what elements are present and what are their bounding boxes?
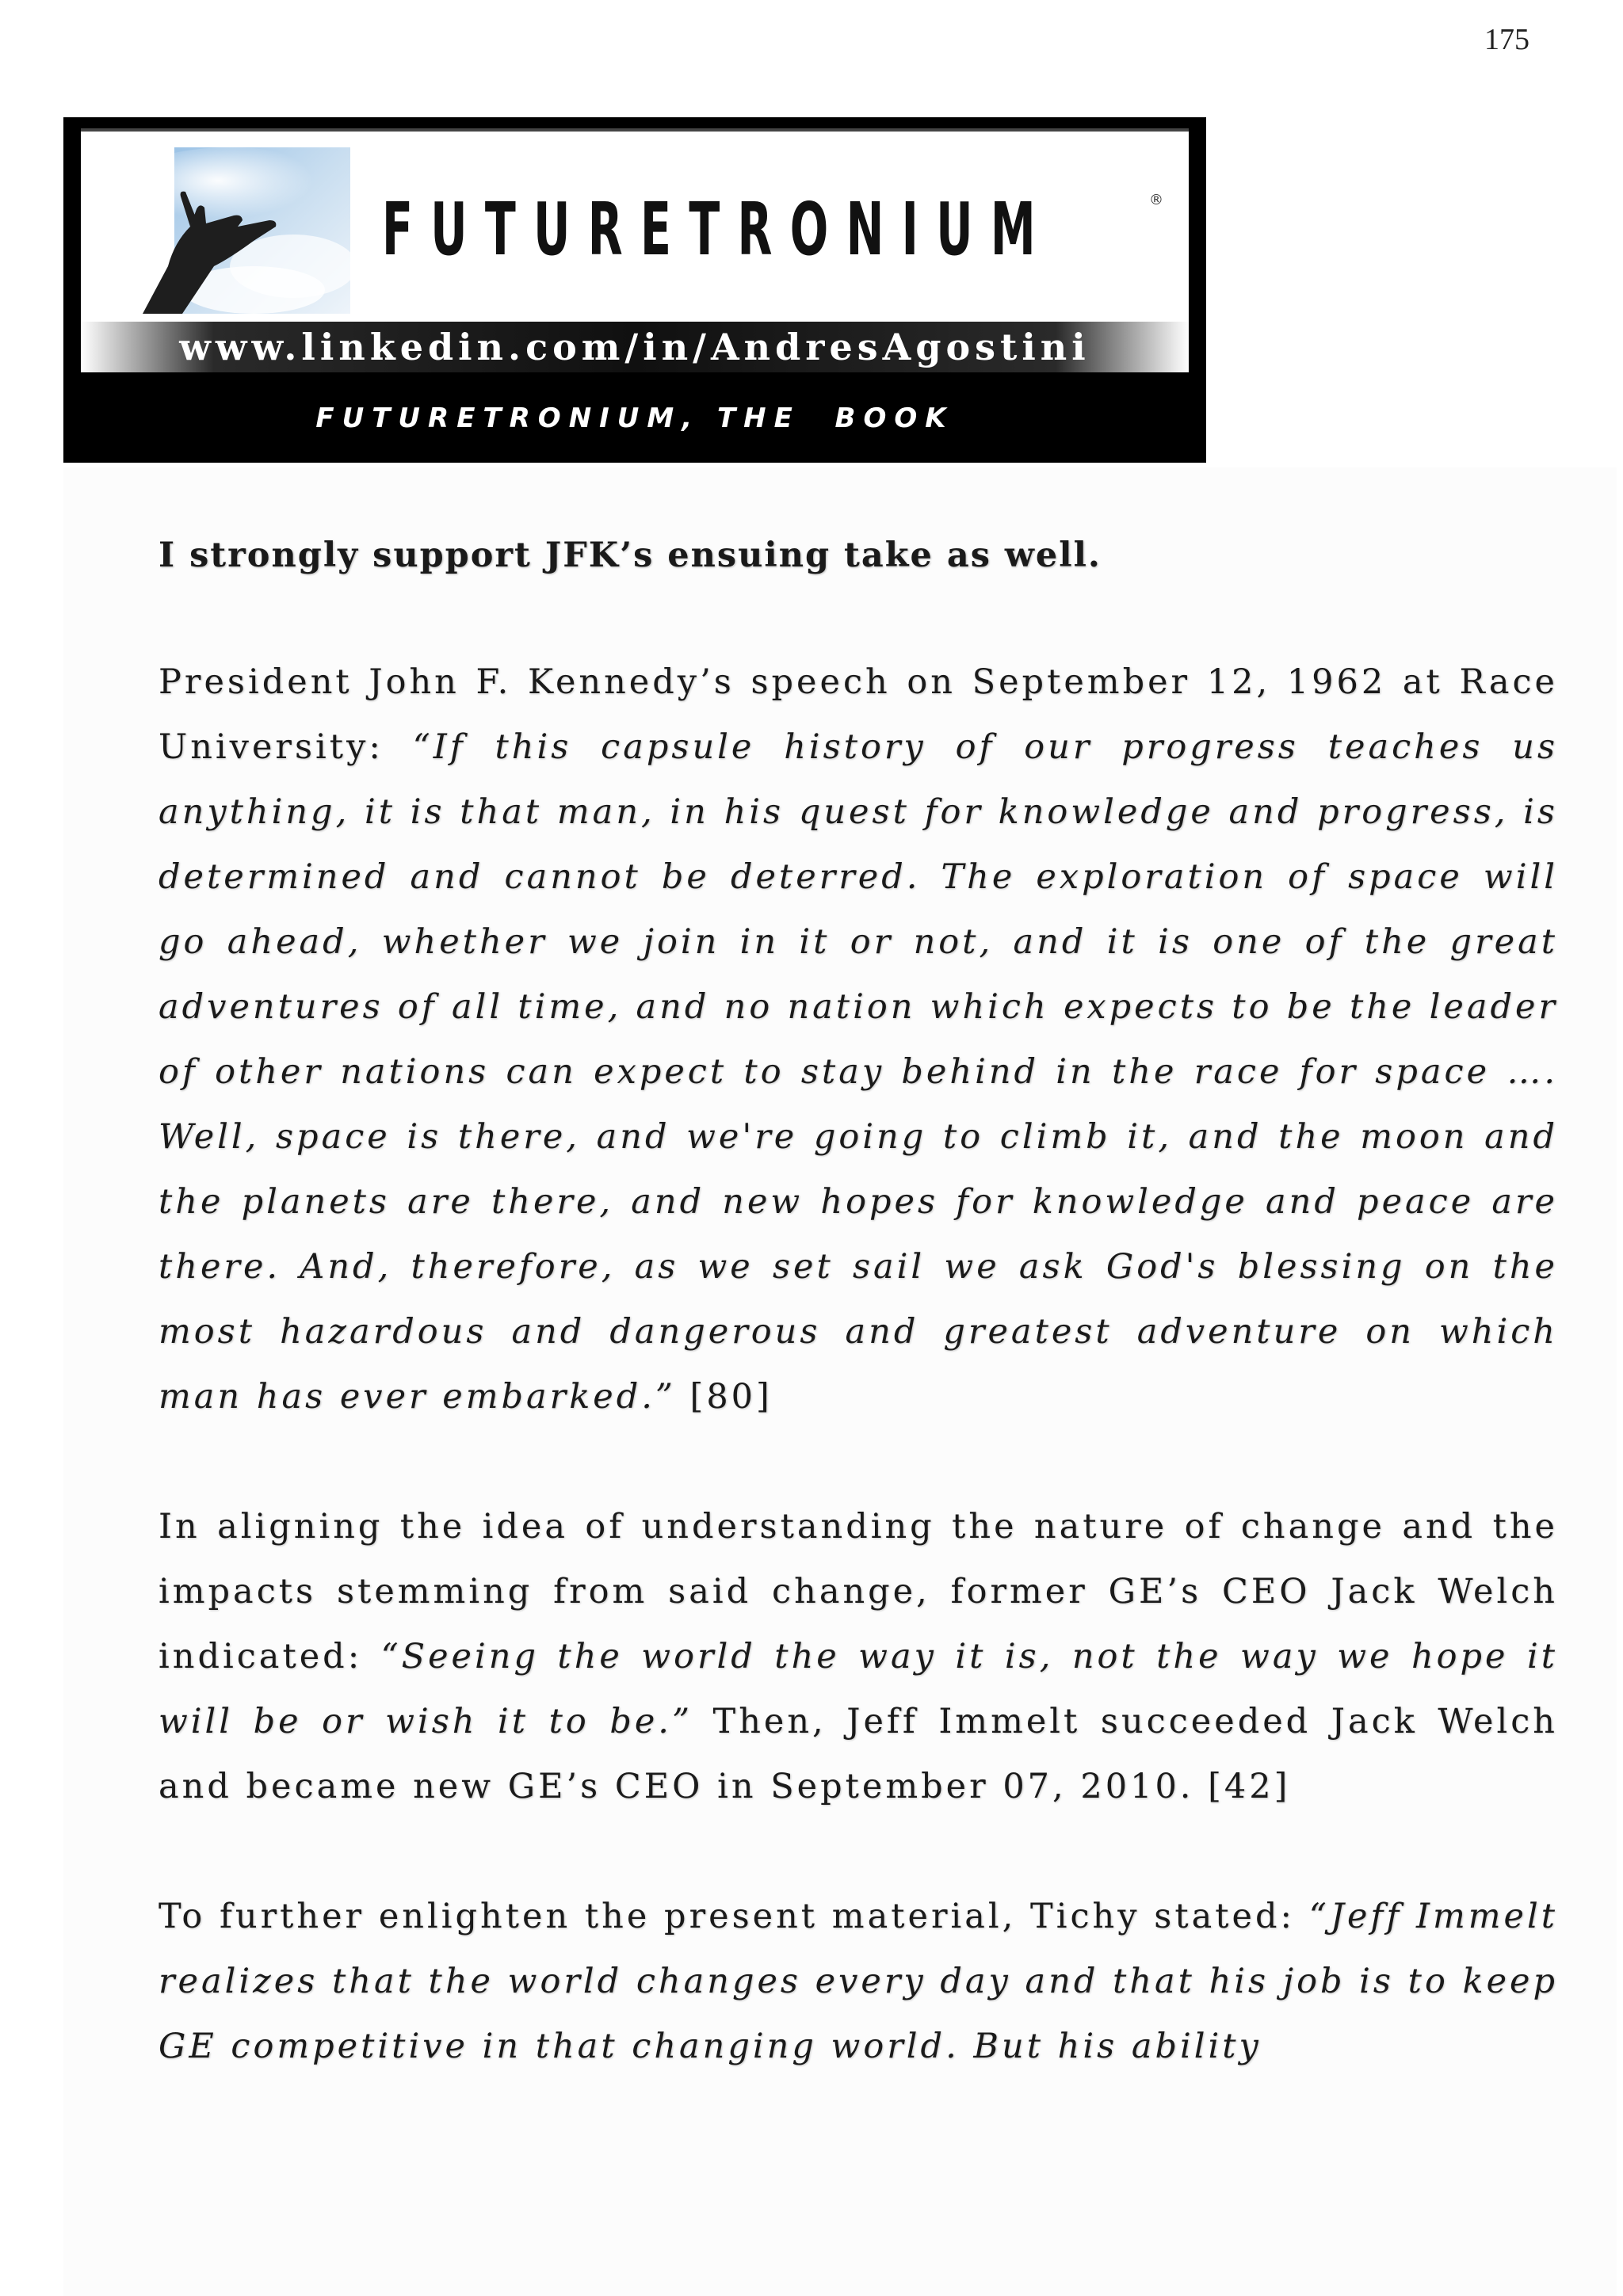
- paragraph-text: To further enlighten the present material, Tichy stated:: [158, 1897, 1309, 1936]
- banner-title: FUTURETRONIUM: [382, 187, 1053, 272]
- paragraph-text: Then, Jeff Immelt succeeded Jack Welch and became new GE’s CEO in September 07, 2010. [42]: [158, 1702, 1558, 1806]
- banner-url-bar: [81, 322, 1189, 372]
- banner-url: www.linkedin.com/in/AndresAgostini: [179, 326, 1090, 368]
- paragraph-tichy: [158, 1884, 1558, 2079]
- paragraph-text: In aligning the idea of understanding the nature of change and the impacts stemming from said change, former GE’s CEO Jack Welch indicated:: [158, 1507, 1558, 1676]
- welch-quote: “Seeing the world the way it is, not the way we hope it will be or wish it to be.”: [158, 1637, 1559, 1741]
- futuretronium-banner: [63, 117, 1206, 463]
- document-body: [158, 523, 1558, 2144]
- registered-mark: ®: [1149, 192, 1163, 208]
- paragraph-welch: [158, 1494, 1558, 1819]
- kennedy-quote: “If this capsule history of our progress teaches us anything, it is that man, in his quest for knowledge and progress, is determined and cannot be deterred. The exploration of space will go ahead, whether we join in it or not, and it is one of the great adventures of all time, and no nation which expects to be the leader of other nations can expect to stay behind in the race for space …. Well, space is there, and we're going to climb it, and the moon and the planets are there, and new hopes for knowledge and peace are there. And, therefore, as we set sail we ask God's blessing on the most hazardous and dangerous and greatest adventure on which man has ever embarked.”: [158, 727, 1559, 1417]
- paragraph-kennedy: [158, 650, 1558, 1429]
- banner-logo-panel: [81, 128, 1189, 369]
- page-number: 175: [1484, 23, 1529, 56]
- section-heading: I strongly support JFK’s ensuing take as well.: [158, 536, 1102, 575]
- banner-subtitle: FUTURETRONIUM, THE BOOK: [315, 402, 954, 434]
- tichy-quote: “Jeff Immelt realizes that the world changes every day and that his job is to keep GE competitive in that changing world. But his ability: [158, 1897, 1559, 2066]
- paragraph-text: President John F. Kennedy’s speech on September 12, 1962 at Race University:: [158, 662, 1558, 767]
- citation: [80]: [675, 1377, 773, 1417]
- reaching-hand-sky-image: [95, 147, 350, 314]
